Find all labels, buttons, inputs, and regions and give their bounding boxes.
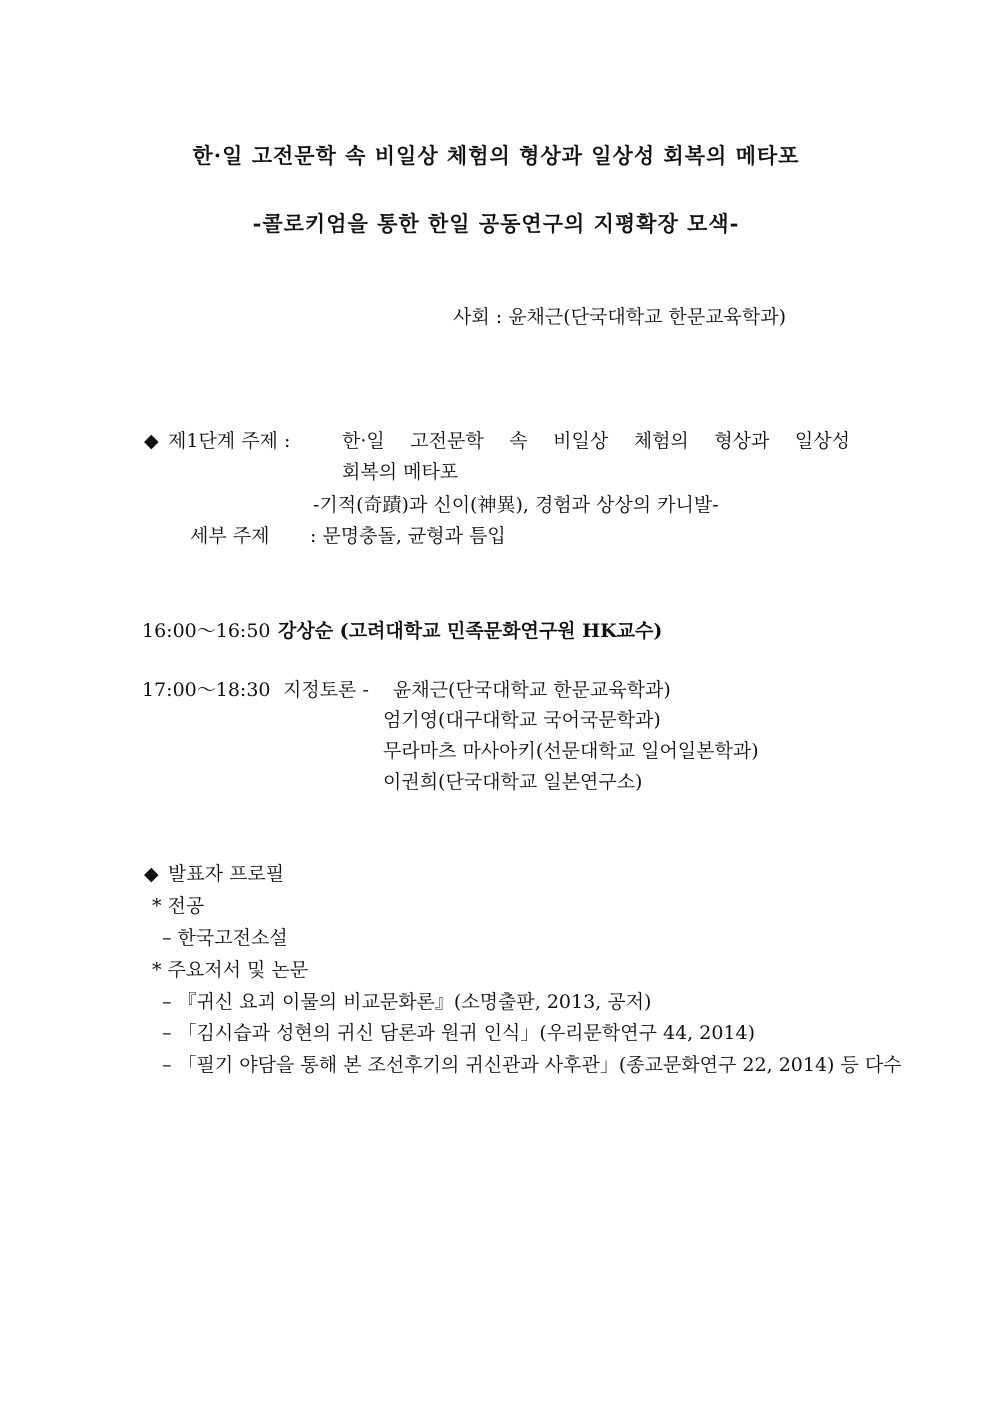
theme-word: 속 <box>509 430 528 452</box>
presenter: 강상순 (고려대학교 민족문화연구원 HK교수) <box>278 620 663 642</box>
theme-title-line-2: 회복의 메타포 <box>342 461 459 483</box>
work-item: – 「필기 야담을 통해 본 조선후기의 귀신관과 사후관」(종교문화연구 22, 2014) 등 다수 <box>162 1054 902 1076</box>
discussant: 엄기영(대구대학교 국어국문학과) <box>383 709 661 731</box>
theme-word: 체험의 <box>633 430 689 452</box>
theme-heading <box>144 429 290 453</box>
theme-word: 비일상 <box>553 430 609 452</box>
moderator-label: 사회 : <box>453 306 503 328</box>
profile-heading <box>144 862 284 886</box>
work-item: – 「김시습과 성현의 귀신 담론과 원귀 인식」(우리문학연구 44, 2014) <box>162 1022 756 1044</box>
sub-theme-value: : 문명충돌, 균형과 틈입 <box>310 525 506 547</box>
profile-heading-text: 발표자 프로필 <box>168 863 285 885</box>
theme-word: 형상과 <box>714 430 770 452</box>
document-title: 한·일 고전문학 속 비일상 체험의 형상과 일상성 회복의 메타포 <box>192 143 800 168</box>
discussant: 이권희(단국대학교 일본연구소) <box>383 771 643 793</box>
theme-word: 고전문학 <box>410 430 484 452</box>
theme-title-line-1 <box>342 429 850 453</box>
discussant: 무라마츠 마사아키(선문대학교 일어일본학과) <box>383 740 759 762</box>
theme-label: 제1단계 주제 : <box>168 430 291 452</box>
theme-word: 한·일 <box>342 430 385 452</box>
theme-word: 일상성 <box>794 430 850 452</box>
sub-theme-label: 세부 주제 <box>190 525 270 547</box>
major-label: * 전공 <box>152 895 205 917</box>
schedule-time: 16:00～16:50 <box>142 620 271 642</box>
diamond-bullet-icon: ◆ <box>144 430 159 452</box>
major-item: – 한국고전소설 <box>162 927 288 949</box>
discussant: 윤채근(단국대학교 한문교육학과) <box>393 679 671 701</box>
work-item: – 『귀신 요괴 이물의 비교문화론』(소명출판, 2013, 공저) <box>162 991 652 1013</box>
moderator-line <box>453 305 786 329</box>
moderator-name: 윤채근(단국대학교 한문교육학과) <box>508 306 787 328</box>
schedule-time: 17:00～18:30 <box>142 679 271 701</box>
works-label: * 주요저서 및 논문 <box>152 959 309 981</box>
theme-title-line-3: -기적(奇蹟)과 신이(神異), 경험과 상상의 카니발- <box>313 494 719 516</box>
diamond-bullet-icon: ◆ <box>144 863 159 885</box>
document-subtitle: -콜로키엄을 통한 한일 공동연구의 지평확장 모색- <box>252 211 740 236</box>
discussion-label: 지정토론 - <box>283 679 369 701</box>
